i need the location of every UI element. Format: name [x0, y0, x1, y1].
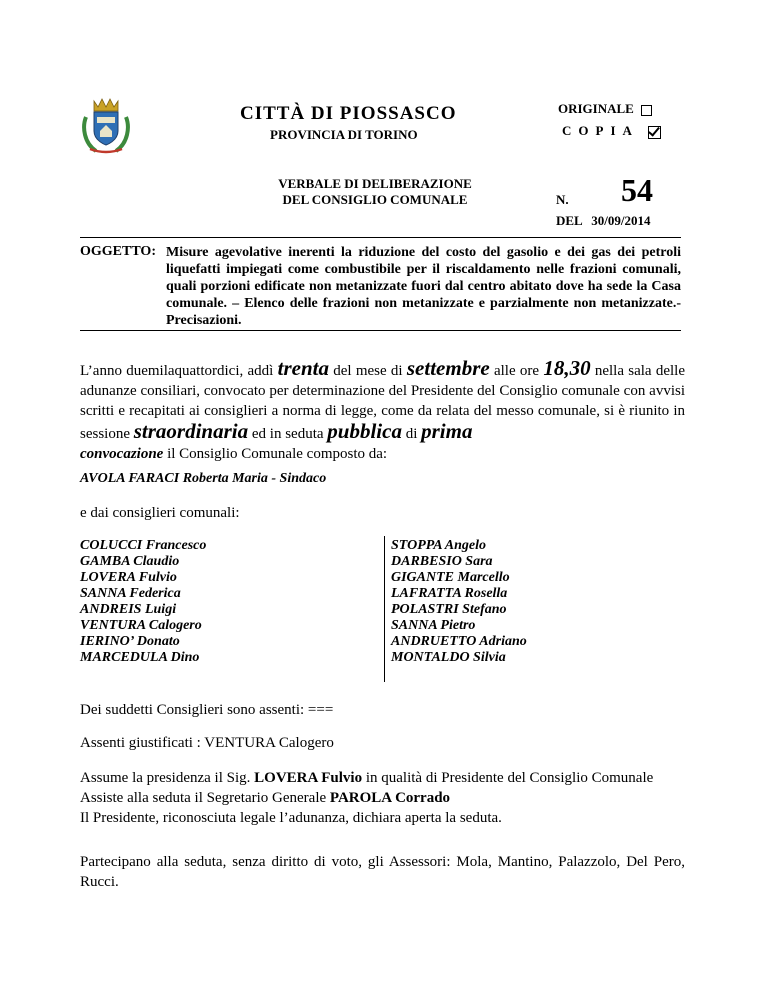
verbale-line-1: VERBALE DI DELIBERAZIONE — [278, 176, 472, 191]
presidenza-line — [80, 768, 685, 788]
intro-text: L’anno duemilaquattordici, addì — [80, 363, 278, 379]
apertura-line: Il Presidente, riconosciuta legale l’adunanza, dichiara aperta la seduta. — [80, 810, 502, 826]
divider-top — [80, 237, 681, 238]
consiglieri-label: e dai consiglieri comunali: — [80, 505, 240, 521]
intro-hour: 18,30 — [543, 356, 591, 380]
intro-session: straordinaria — [133, 419, 249, 443]
intro-day: trenta — [277, 356, 329, 380]
city-crest-icon — [80, 95, 132, 155]
number-label: N. — [556, 192, 569, 207]
intro-text: il Consiglio Comunale composto da: — [163, 446, 388, 462]
intro-text: di — [401, 426, 422, 442]
partecipano-paragraph: Partecipano alla seduta, senza diritto di voto, gli Assessori: Mola, Mantino, Palazzolo, Del Pero, Rucci. — [80, 854, 685, 890]
empty-checkbox-icon — [641, 105, 652, 116]
intro-text: ed in seduta — [248, 426, 328, 442]
presidente-name: LOVERA Fulvio — [254, 770, 363, 786]
councillor-name: SANNA Federica — [80, 586, 181, 601]
councillor-name: LAFRATTA Rosella — [391, 586, 508, 601]
oggetto-text: Misure agevolative inerenti la riduzione del costo del gasolio e dei gas dei petroli liquefatti impiegati come combustibile per il riscaldamento nelle frazioni comunali, quali porzioni edificate non metanizzate fuori dal centro abitato dove ha sede la Casa comunale. – Elenco delle frazioni non metanizzate e parzialmente non metanizzate.- Precisazioni. — [166, 245, 681, 328]
presidenza-text: in qualità di Presidente del Consiglio Comunale — [362, 770, 654, 786]
province-name: PROVINCIA DI TORINO — [270, 127, 418, 142]
verbale-line-2: DEL CONSIGLIO COMUNALE — [282, 192, 468, 207]
consiglieri-left-column — [80, 538, 206, 666]
councillor-name: MARCEDULA Dino — [80, 650, 200, 665]
councillor-name: STOPPA Angelo — [391, 538, 487, 553]
intro-convocazione: convocazione — [80, 446, 164, 462]
intro-paragraph — [80, 358, 685, 464]
intro-text: alle ore — [489, 363, 544, 379]
oggetto-label: OGGETTO: — [80, 244, 156, 259]
city-name: CITTÀ DI PIOSSASCO — [240, 103, 457, 124]
intro-text: del mese di — [328, 363, 407, 379]
originale-option — [558, 101, 652, 117]
councillor-name: POLASTRI Stefano — [391, 602, 507, 617]
councillor-name: DARBESIO Sara — [391, 554, 493, 569]
councillor-name: ANDREIS Luigi — [80, 602, 177, 617]
divider-bottom — [80, 330, 681, 331]
councillor-name: COLUCCI Francesco — [80, 538, 207, 553]
councillor-name: GAMBA Claudio — [80, 554, 180, 569]
assenti-line: Dei suddetti Consiglieri sono assenti: === — [80, 702, 334, 718]
copia-option — [562, 123, 661, 139]
segretario-name: PAROLA Corrado — [329, 790, 451, 806]
intro-prima: prima — [421, 419, 473, 443]
councillor-name: GIGANTE Marcello — [391, 570, 510, 585]
councillor-name: SANNA Pietro — [391, 618, 476, 633]
originale-label: ORIGINALE — [558, 101, 634, 116]
column-divider — [384, 536, 385, 682]
intro-text: nella sala delle adunanze consiliari, convocato per determinazione del Presidente del Consiglio comunale con avvisi scritti e recapitati ai consiglieri a norma di legge, come da relata del messo comunale, si è riunito in sessione — [80, 363, 685, 442]
intro-month: settembre — [406, 356, 490, 380]
presidenza-text: Assume la presidenza il Sig. — [80, 770, 255, 786]
councillor-name: VENTURA Calogero — [80, 618, 202, 633]
date-value: 30/09/2014 — [591, 213, 651, 228]
councillor-name: MONTALDO Silvia — [391, 650, 506, 665]
copia-label: COPIA — [562, 123, 639, 138]
deliberation-date — [556, 213, 651, 229]
consiglieri-right-column — [391, 538, 527, 666]
segretario-line — [80, 788, 685, 808]
councillor-name: LOVERA Fulvio — [80, 570, 177, 585]
verbale-title — [270, 176, 480, 208]
intro-seduta: pubblica — [327, 419, 402, 443]
checked-checkbox-icon — [648, 126, 661, 139]
presidenza-block — [80, 768, 685, 828]
sindaco-name: AVOLA FARACI Roberta Maria - Sindaco — [80, 471, 327, 486]
councillor-name: ANDRUETTO Adriano — [391, 634, 527, 649]
councillor-name: IERINO’ Donato — [80, 634, 180, 649]
deliberation-number: 54 — [621, 172, 653, 208]
date-label: DEL — [556, 213, 583, 228]
assenti-giustificati-line: Assenti giustificati : VENTURA Calogero — [80, 735, 334, 751]
segretario-text: Assiste alla seduta il Segretario Generale — [80, 790, 330, 806]
